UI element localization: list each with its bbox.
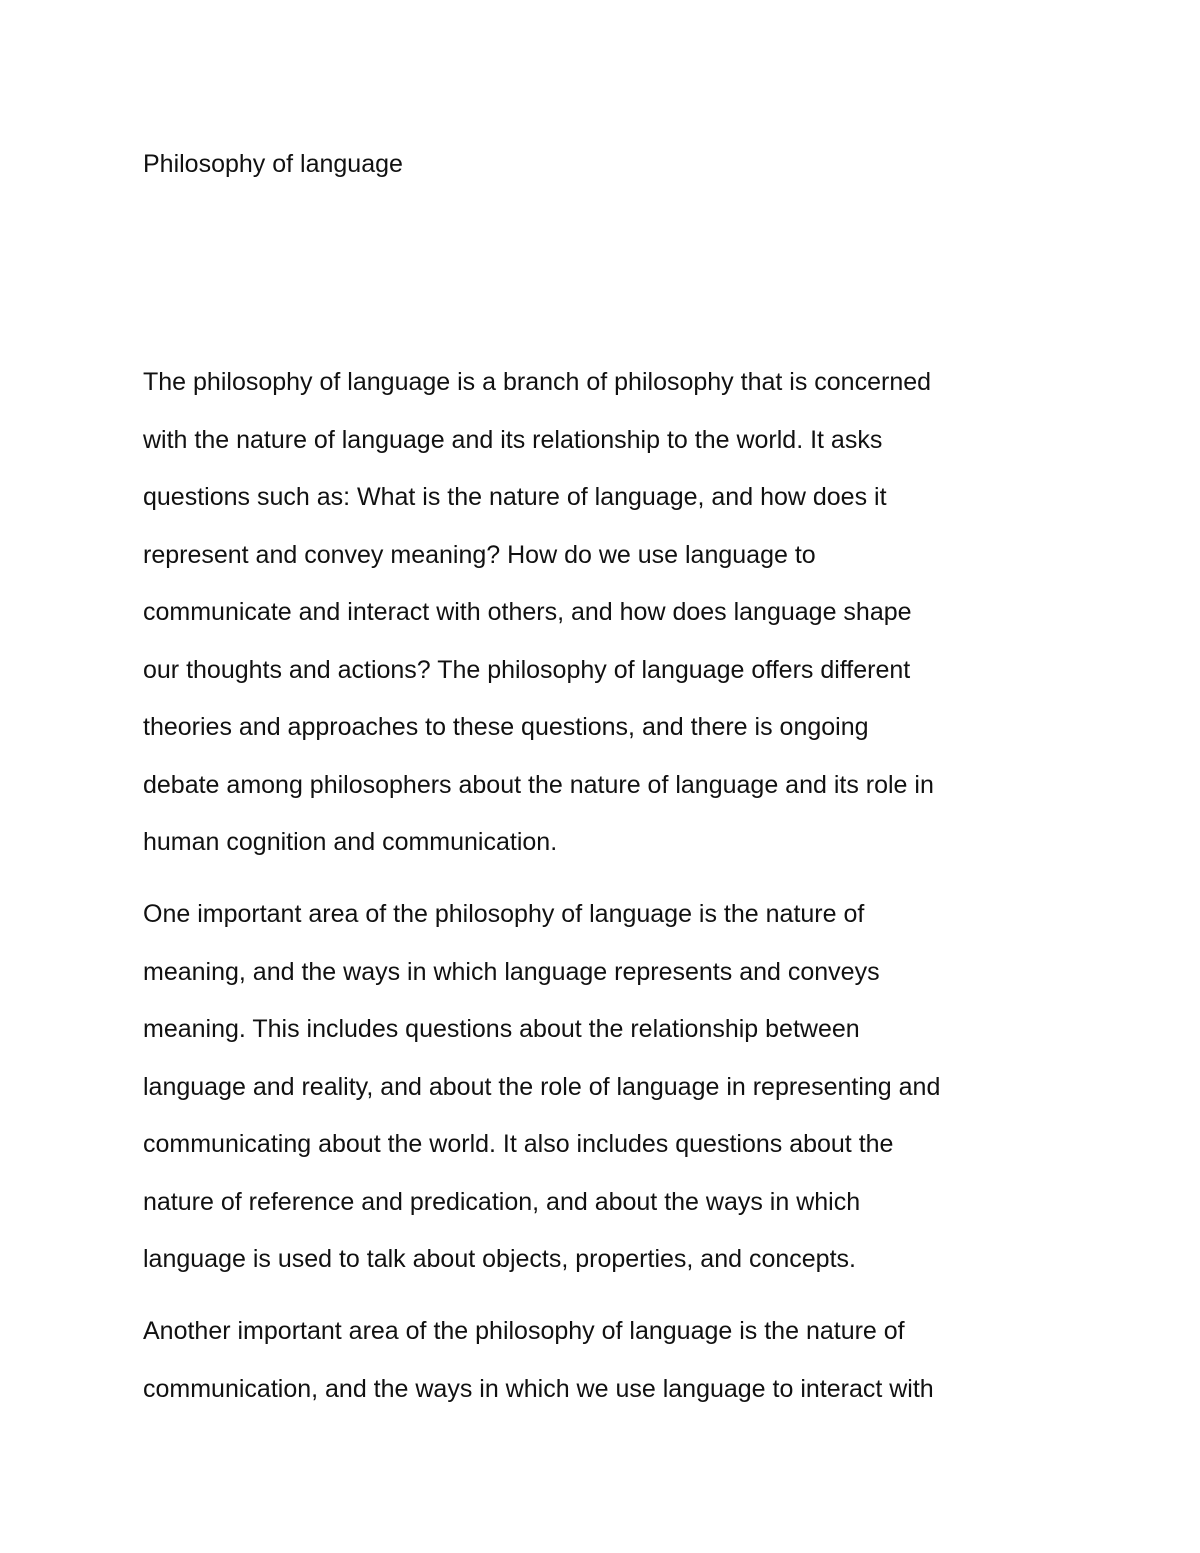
paragraph-line: One important area of the philosophy of language is the nature of xyxy=(143,900,865,928)
paragraph-line: meaning, and the ways in which language represents and conveys xyxy=(143,958,880,986)
paragraph-line: human cognition and communication. xyxy=(143,828,558,856)
paragraph-line: theories and approaches to these questions, and there is ongoing xyxy=(143,713,869,741)
paragraph-line: meaning. This includes questions about the relationship between xyxy=(143,1015,860,1043)
paragraph-line: represent and convey meaning? How do we use language to xyxy=(143,541,816,569)
paragraph-line: with the nature of language and its relationship to the world. It asks xyxy=(143,426,883,454)
document-title: Philosophy of language xyxy=(143,150,403,178)
paragraph-line: language and reality, and about the role of language in representing and xyxy=(143,1073,941,1101)
paragraph-line: communication, and the ways in which we use language to interact with xyxy=(143,1375,934,1403)
paragraph-line: The philosophy of language is a branch of philosophy that is concerned xyxy=(143,368,932,396)
paragraph-line: debate among philosophers about the nature of language and its role in xyxy=(143,771,934,799)
paragraph-line: Another important area of the philosophy of language is the nature of xyxy=(143,1317,905,1345)
paragraph-line: our thoughts and actions? The philosophy of language offers different xyxy=(143,656,911,684)
paragraph-line: questions such as: What is the nature of language, and how does it xyxy=(143,483,887,511)
paragraph-line: language is used to talk about objects, properties, and concepts. xyxy=(143,1245,856,1273)
paragraph-line: communicating about the world. It also includes questions about the xyxy=(143,1130,894,1158)
paragraph-line: nature of reference and predication, and about the ways in which xyxy=(143,1188,861,1216)
paragraph-line: communicate and interact with others, and how does language shape xyxy=(143,598,912,626)
